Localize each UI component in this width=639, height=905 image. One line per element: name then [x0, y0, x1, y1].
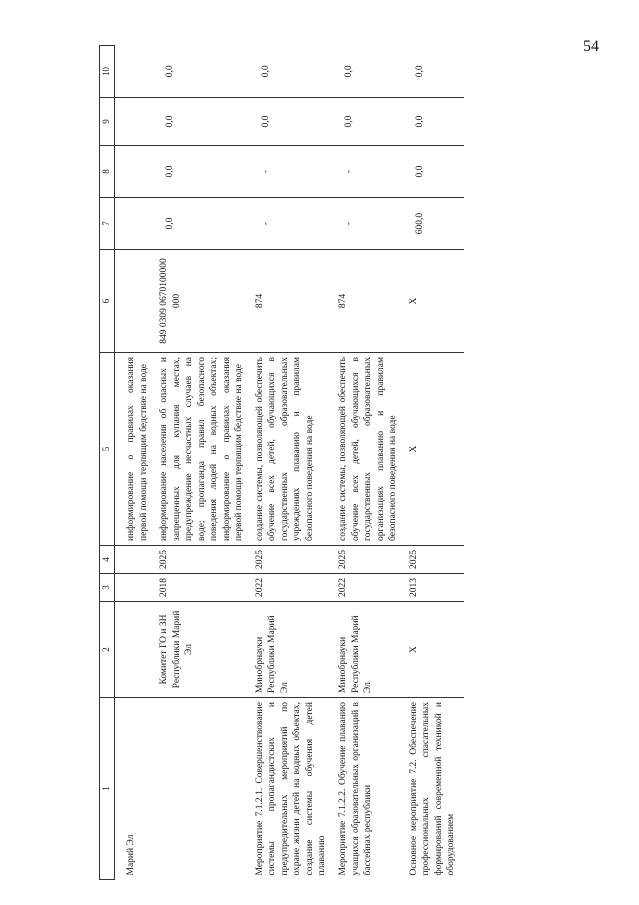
table-row [115, 46, 157, 880]
cell-expected-result: создание системы, позволяющей обеспечить обучение всех детей, обучающихся в государственных образовательных учреждениях плаванию и правилам безопасного поведения на воде [252, 353, 335, 546]
cell-expected-result: информирование о правилах оказания первой помощи терпящим бедствие на воде [115, 353, 157, 546]
column-number-8: 8 [100, 146, 115, 198]
cell-activity-name: Мероприятие 7.1.2.2. Обучение плаванию учащихся образовательных организаций в бассейнах республики [337, 702, 374, 876]
cell-value-8 [115, 146, 157, 198]
cell-end-year: 2025 [335, 546, 406, 574]
cell-executor: X [406, 602, 464, 698]
cell-value-10: 0,0 [335, 46, 406, 98]
column-number-6: 6 [100, 250, 115, 353]
column-number-1: 1 [100, 698, 115, 880]
cell-value-10: 0,0 [252, 46, 335, 98]
table-header-row [100, 46, 115, 880]
column-number-5: 5 [100, 353, 115, 546]
cell-value-7: - [252, 198, 335, 250]
cell-value-9 [115, 98, 157, 146]
column-number-4: 4 [100, 546, 115, 574]
cell-value-9: 0,0 [406, 98, 464, 146]
cell-value-8: - [252, 146, 335, 198]
cell-expected-result: создание системы, позволяющей обеспечить обучение всех детей, обучающихся в государственных образовательных организациях плаванию и правилам безопасного поведения на воде [335, 353, 406, 546]
cell-start-year: 2018 [156, 574, 252, 602]
document-table-wrapper [99, 0, 632, 880]
table-row [156, 46, 252, 880]
cell-budget-code: 849 0309 0670100000 000 [156, 250, 252, 353]
cell-value-7: 600,0 [406, 198, 464, 250]
column-number-7: 7 [100, 198, 115, 250]
column-number-10: 10 [100, 46, 115, 98]
cell-end-year [115, 546, 157, 574]
cell-value-8: 0,0 [156, 146, 252, 198]
cell-expected-result: X [406, 353, 464, 546]
cell-start-year: 2022 [335, 574, 406, 602]
cell-value-10: 0,0 [156, 46, 252, 98]
cell-value-9: 0,0 [335, 98, 406, 146]
cell-budget-code [115, 250, 157, 353]
cell-expected-result: информирование населения об опасных и запрещенных для купания местах, предупреждение несчастных случаев на воде; пропаганда правил безопасного поведения людей на водных объектах; информирование о правилах оказания первой помощи терпящим бедствие на воде [156, 353, 252, 546]
cell-value-8: - [335, 146, 406, 198]
cell-budget-code: X [406, 250, 464, 353]
cell-activity-name [156, 698, 252, 880]
cell-value-7: 0,0 [156, 198, 252, 250]
cell-end-year: 2025 [252, 546, 335, 574]
cell-value-8: 0,0 [406, 146, 464, 198]
cell-start-year [115, 574, 157, 602]
cell-activity-name: Мероприятие 7.1.2.1. Совершенствование системы пропагандистских и предупредительных мероприятий по охране жизни детей на водных объектах, создание системы обучения детей плаванию [254, 702, 328, 876]
cell-value-10 [115, 46, 157, 98]
cell-activity-name: Марий Эл [126, 834, 136, 876]
table-row [335, 46, 406, 880]
cell-value-9: 0,0 [252, 98, 335, 146]
cell-start-year: 2013 [406, 574, 464, 602]
column-number-3: 3 [100, 574, 115, 602]
cell-activity-name: Основное мероприятие 7.2. Обеспечение профессиональных спасательных формирований современной техникой и оборудованием [408, 702, 457, 876]
cell-value-9: 0,0 [156, 98, 252, 146]
cell-executor: Минобрнауки Республики Марий Эл [335, 602, 406, 698]
cell-value-7 [115, 198, 157, 250]
cell-budget-code: 874 [252, 250, 335, 353]
cell-value-7: - [335, 198, 406, 250]
cell-end-year: 2025 [156, 546, 252, 574]
cell-end-year: 2025 [406, 546, 464, 574]
cell-executor: Комитет ГО и ЗН Республики Марий Эл [156, 602, 252, 698]
table-row [252, 46, 335, 880]
table-row [406, 46, 464, 880]
program-activities-table [99, 45, 464, 880]
cell-executor: Минобрнауки Республики Марий Эл [252, 602, 335, 698]
page-number: 54 [583, 38, 599, 55]
cell-start-year: 2022 [252, 574, 335, 602]
column-number-9: 9 [100, 98, 115, 146]
column-number-2: 2 [100, 602, 115, 698]
cell-value-10: 0,0 [406, 46, 464, 98]
cell-budget-code: 874 [335, 250, 406, 353]
cell-executor [115, 602, 157, 698]
